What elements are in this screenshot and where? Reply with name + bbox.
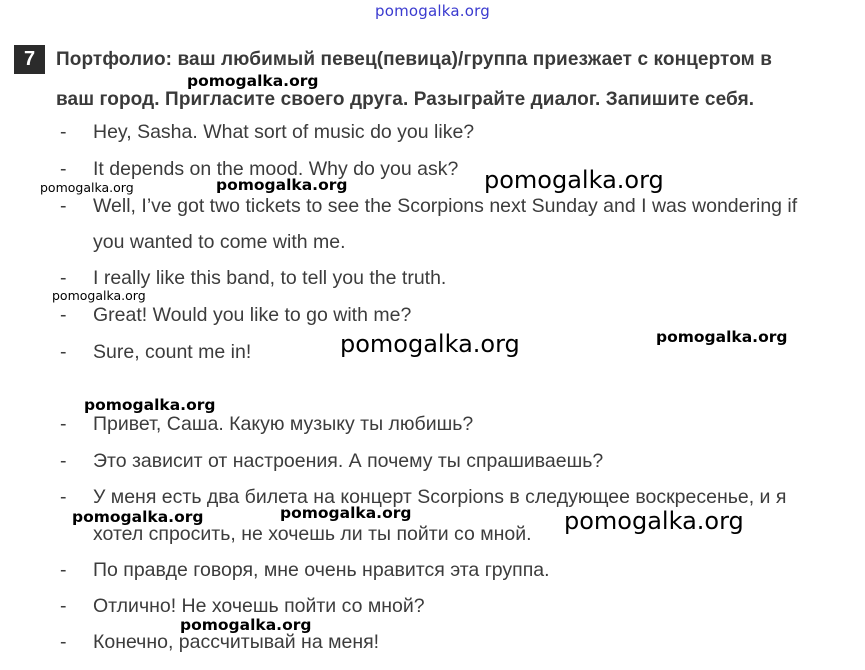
watermark: pomogalka.org — [84, 396, 216, 414]
dialogue-text: Great! Would you like to go with me? — [93, 304, 412, 326]
task-instruction-line-2: ваш город. Пригласите своего друга. Разыграйте диалог. Запишите себя. — [56, 89, 755, 110]
dash-marker: - — [60, 121, 67, 143]
dash-marker: - — [60, 450, 67, 472]
dash-marker: - — [60, 595, 67, 617]
site-link[interactable]: pomogalka.org — [375, 2, 490, 20]
dash-marker: - — [60, 413, 67, 435]
dialogue-en-line-3-continuation: you wanted to come with me. — [93, 231, 346, 253]
dash-marker: - — [60, 341, 67, 363]
watermark: pomogalka.org — [280, 504, 412, 522]
watermark: pomogalka.org — [564, 507, 744, 535]
dialogue-text: Sure, count me in! — [93, 341, 252, 363]
dialogue-text: Привет, Саша. Какую музыку ты любишь? — [93, 413, 474, 435]
dialogue-text: Hey, Sasha. What sort of music do you like? — [93, 121, 475, 143]
dialogue-ru-line-3-continuation: хотел спросить, не хочешь ли ты пойти со мной. — [93, 523, 532, 545]
dash-marker: - — [60, 631, 67, 653]
watermark: pomogalka.org — [72, 508, 204, 526]
dash-marker: - — [60, 158, 67, 180]
watermark: pomogalka.org — [216, 176, 348, 194]
watermark: pomogalka.org — [340, 330, 520, 358]
watermark: pomogalka.org — [180, 616, 312, 634]
task-number-badge: 7 — [14, 45, 45, 74]
dash-marker: - — [60, 267, 67, 289]
watermark: pomogalka.org — [52, 288, 146, 303]
watermark: pomogalka.org — [484, 166, 664, 194]
dialogue-text: Это зависит от настроения. А почему ты спрашиваешь? — [93, 450, 604, 472]
dash-marker: - — [60, 304, 67, 326]
dialogue-text: Конечно, рассчитывай на меня! — [93, 631, 380, 653]
dash-marker: - — [60, 559, 67, 581]
watermark: pomogalka.org — [40, 180, 134, 195]
dialogue-text: По правде говоря, мне очень нравится эта группа. — [93, 559, 550, 581]
watermark: pomogalka.org — [656, 328, 788, 346]
dialogue-text: Well, I’ve got two tickets to see the Scorpions next Sunday and I was wondering if — [93, 195, 798, 217]
dash-marker: - — [60, 195, 67, 217]
task-instruction-line-1: Портфолио: ваш любимый певец(певица)/группа приезжает с концертом в — [56, 49, 772, 70]
dialogue-text: Отлично! Не хочешь пойти со мной? — [93, 595, 425, 617]
watermark: pomogalka.org — [187, 72, 319, 90]
dialogue-text: I really like this band, to tell you the truth. — [93, 267, 447, 289]
dash-marker: - — [60, 486, 67, 508]
dialogue-text: У меня есть два билета на концерт Scorpions в следующее воскресенье, и я — [93, 486, 787, 508]
dialogue-text: It depends on the mood. Why do you ask? — [93, 158, 459, 180]
